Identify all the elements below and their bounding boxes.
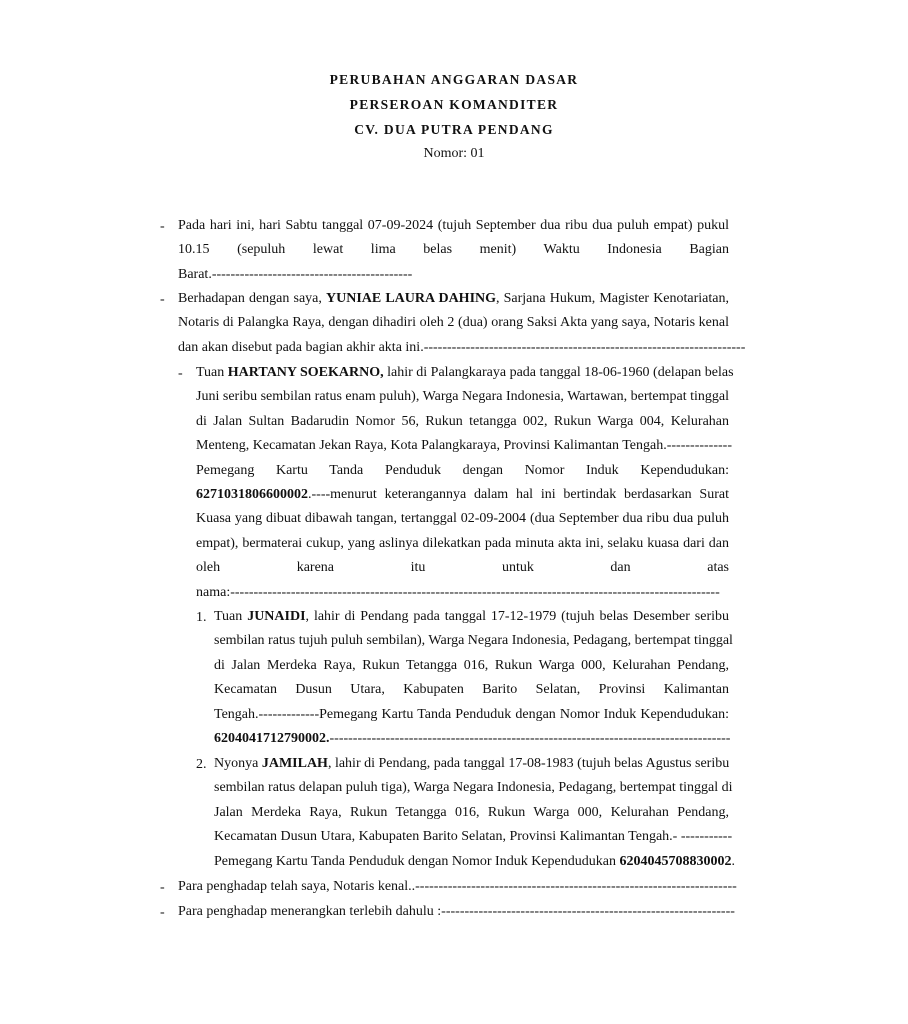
text-segment: Pemegang Kartu Tanda Penduduk dengan Nomor Induk Kependudukan [214,853,620,869]
paragraph-hartany [196,361,734,605]
text-line: sembilan ratus delapan puluh tiga), Warga Negara Indonesia, Pedagang, bertempat tinggal di [214,780,733,796]
person-name: JAMILAH [261,756,328,771]
bullet-dash: - [160,292,165,307]
document-title-line-3: CV. DUA PUTRA PENDANG [354,122,554,137]
text-segment: , lahir di Pendang pada tanggal 17-12-1979 (tujuh belas Desember seribu [305,609,729,624]
person-name: JUNAIDI [247,609,306,624]
paragraph-jamilah [214,752,735,874]
text-line: Pemegang Kartu Tanda Penduduk dengan Nomor Induk Kependudukan: [196,462,729,478]
text-line: Kecamatan Dusun Utara, Kabupaten Barito Selatan, Provinsi Kalimantan Tengah.- ----------- [214,829,733,845]
text-line: Tengah.-------------Pemegang Kartu Tanda Penduduk dengan Nomor Induk Kependudukan: [214,706,729,722]
text-segment: , lahir di Pendang, pada tanggal 17-08-1983 (tujuh belas Agustus seribu [327,756,730,771]
text-segment: Tuan [214,609,248,624]
text-line: Jalan Merdeka Raya, Rukun Tetangga 016, Rukun Warga 000, Kelurahan Pendang, [214,804,729,820]
id-number: 6204041712790002. [214,731,330,747]
paragraph-known [178,875,737,899]
text-segment: Berhadapan dengan saya, [178,291,326,306]
bullet-number: 1. [196,610,207,625]
text-line [196,361,734,385]
document-title-line-1: PERUBAHAN ANGGARAN DASAR [329,72,579,87]
text-line: Para penghadap menerangkan terlebih dahulu :--------------------------------------------------------------- [178,904,735,919]
text-line: di Jalan Sultan Badarudin Nomor 56, Rukun tetangga 002, Rukun Warga 004, Kelurahan [196,413,729,429]
text-line: dan akan disebut pada bagian akhir akta ini.--------------------------------------------------------------------- [178,339,746,355]
text-line: Menteng, Kecamatan Jekan Raya, Kota Palangkaraya, Provinsi Kalimantan Tengah.-------------- [196,438,732,454]
bullet-dash: - [160,905,165,920]
bullet-dash: - [178,366,183,381]
text-line: oleh karena itu untuk dan atas [196,560,729,576]
text-segment: .----menurut keterangannya dalam hal ini bertindak berdasarkan Surat [308,487,729,503]
document-title-line-2: PERSEROAN KOMANDITER [349,97,559,112]
id-number: 6204045708830002 [619,853,732,869]
text-line: Pada hari ini, hari Sabtu tanggal 07-09-2024 (tujuh September dua ribu dua puluh empat) pukul [178,218,729,233]
text-segment: . [731,853,735,869]
bullet-number: 2. [196,757,207,772]
text-line: Kecamatan Dusun Utara, Kabupaten Barito Selatan, Provinsi Kalimantan [214,682,729,698]
text-line [214,605,729,629]
text-line: Notaris di Palangka Raya, dengan dihadiri oleh 2 (dua) orang Saksi Akta yang saya, Notaris kenal [178,315,729,331]
paragraph-notary [178,287,746,360]
text-segment: lahir di Palangkaraya pada tanggal 18-06-1960 (delapan belas [383,365,734,380]
text-line [214,752,729,776]
text-line: Kuasa yang dibuat dibawah tangan, tertanggal 02-09-2004 (dua September dua ribu dua puluh [196,511,729,527]
text-line [178,287,729,311]
text-segment: Tuan [196,365,228,380]
bullet-dash: - [160,219,165,234]
id-number: 6271031806600002 [196,487,308,503]
text-segment: , Sarjana Hukum, Magister Kenotariatan, [496,291,729,306]
text-line: empat), bermaterai cukup, yang aslinya dilekatkan pada minuta akta ini, selaku kuasa dari dan [196,535,729,551]
notary-name: YUNIAE LAURA DAHING [326,291,497,306]
text-line: nama:--------------------------------------------------------------------------------------------------------- [196,584,720,600]
bullet-dash: - [160,880,165,895]
paragraph-date-time [178,214,729,287]
paragraph-statement [178,900,735,924]
paragraph-junaidi [214,605,733,751]
text-line: Para penghadap telah saya, Notaris kenal..--------------------------------------------------------------------- [178,879,737,894]
text-line: di Jalan Merdeka Raya, Rukun Tetangga 016, Rukun Warga 000, Kelurahan Pendang, [214,657,729,673]
text-line: Barat.------------------------------------------- [178,266,413,282]
text-line [214,727,729,751]
text-segment: -------------------------------------------------------------------------------------- [329,731,731,747]
text-line: sembilan ratus tujuh puluh sembilan), Warga Negara Indonesia, Pedagang, bertempat tinggal [214,633,733,649]
text-line [214,850,735,874]
text-segment: Nyonya [214,756,262,771]
person-name: HARTANY SOEKARNO, [227,365,384,380]
text-line: 10.15 (sepuluh lewat lima belas menit) Waktu Indonesia Bagian [178,242,729,258]
text-line [196,483,729,507]
text-line: Juni seribu sembilan ratus enam puluh), Warga Negara Indonesia, Wartawan, bertempat tinggal [196,389,729,405]
document-number: Nomor: 01 [423,146,485,161]
